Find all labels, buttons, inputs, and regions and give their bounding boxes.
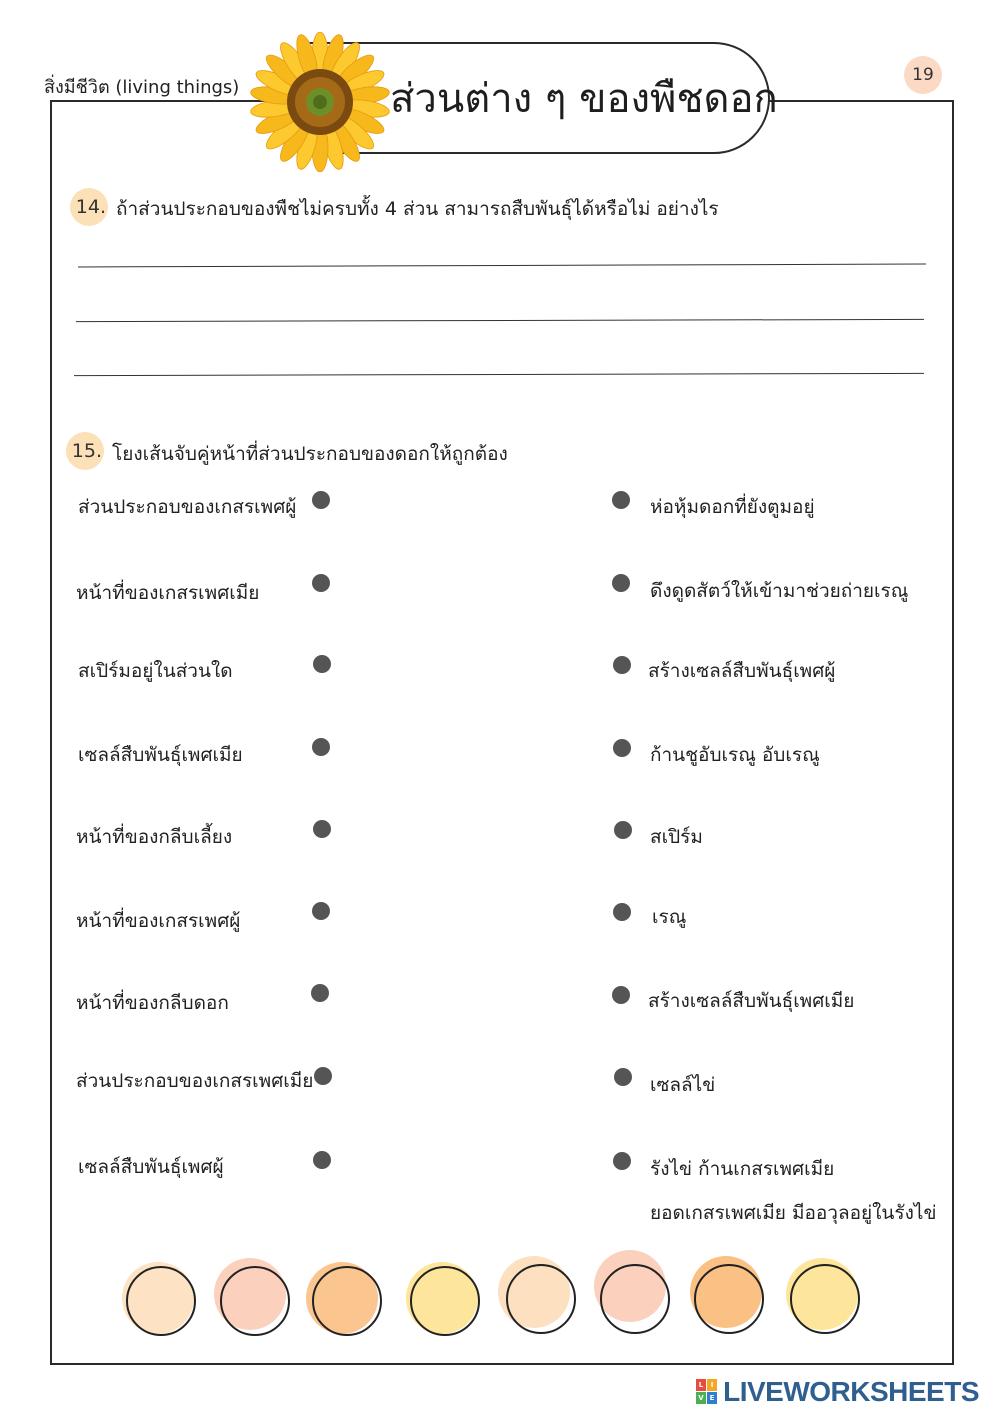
circle-5	[506, 1264, 576, 1334]
right-dot-7[interactable]	[612, 986, 630, 1004]
question-15-number: 15.	[66, 432, 104, 470]
right-item-5: สเปิร์ม	[650, 826, 703, 848]
right-dot-2[interactable]	[612, 574, 630, 592]
circle-4	[410, 1266, 480, 1336]
left-item-7: หน้าที่ของกลีบดอก	[76, 992, 229, 1014]
circle-8	[790, 1264, 860, 1334]
left-dot-9[interactable]	[313, 1151, 331, 1169]
left-dot-5[interactable]	[313, 820, 331, 838]
right-dot-4[interactable]	[613, 739, 631, 757]
left-item-5: หน้าที่ของกลีบเลี้ยง	[76, 826, 233, 848]
right-item-7: สร้างเซลล์สืบพันธุ์เพศเมีย	[648, 990, 855, 1012]
left-dot-3[interactable]	[313, 655, 331, 673]
page-title: ส่วนต่าง ๆ ของพืชดอก	[390, 76, 778, 122]
right-dot-1[interactable]	[612, 491, 630, 509]
left-dot-4[interactable]	[312, 738, 330, 756]
left-dot-7[interactable]	[311, 984, 329, 1002]
left-dot-2[interactable]	[312, 574, 330, 592]
right-item-3: สร้างเซลล์สืบพันธุ์เพศผู้	[648, 660, 836, 682]
right-dot-6[interactable]	[613, 903, 631, 921]
right-dot-9[interactable]	[613, 1152, 631, 1170]
right-item-9-line-2: ยอดเกสรเพศเมีย มีออวุลอยู่ในรังไข่	[650, 1202, 937, 1224]
question-15-text: โยงเส้นจับคู่หน้าที่ส่วนประกอบของดอกให้ถูกต้อง	[112, 443, 508, 465]
circle-3	[312, 1266, 382, 1336]
liveworksheets-brand[interactable]	[696, 1376, 979, 1410]
right-item-6: เรณู	[652, 906, 687, 928]
question-14-text: ถ้าส่วนประกอบของพืชไม่ครบทั้ง 4 ส่วน สามารถสืบพันธุ์ได้หรือไม่ อย่างไร	[116, 198, 719, 220]
left-item-6: หน้าที่ของเกสรเพศผู้	[76, 910, 241, 932]
right-item-9-line-1: รังไข่ ก้านเกสรเพศเมีย	[650, 1158, 835, 1180]
left-item-3: สเปิร์มอยู่ในส่วนใด	[78, 660, 233, 682]
left-item-9: เซลล์สืบพันธุ์เพศผู้	[78, 1156, 224, 1178]
right-item-9	[650, 1154, 936, 1228]
left-dot-6[interactable]	[312, 902, 330, 920]
left-dot-8[interactable]	[314, 1067, 332, 1085]
right-item-2: ดึงดูดสัตว์ให้เข้ามาช่วยถ่ายเรณู	[650, 580, 909, 602]
right-item-8: เซลล์ไข่	[650, 1074, 716, 1096]
right-dot-8[interactable]	[614, 1068, 632, 1086]
left-item-2: หน้าที่ของเกสรเพศเมีย	[76, 582, 260, 604]
left-item-4: เซลล์สืบพันธุ์เพศเมีย	[78, 744, 243, 766]
circle-1	[126, 1266, 196, 1336]
right-item-1: ห่อหุ้มดอกที่ยังตูมอยู่	[650, 496, 815, 518]
circle-6	[600, 1264, 670, 1334]
right-item-4: ก้านชูอับเรณู อับเรณู	[650, 744, 820, 766]
liveworksheets-text: LIVEWORKSHEETS	[723, 1376, 980, 1407]
right-dot-5[interactable]	[614, 821, 632, 839]
subject-label: สิ่งมีชีวิต (living things)	[44, 77, 240, 98]
liveworksheets-logo-icon: L I V E	[696, 1379, 718, 1405]
left-dot-1[interactable]	[312, 491, 330, 509]
left-item-8: ส่วนประกอบของเกสรเพศเมีย	[76, 1070, 314, 1092]
circle-2	[220, 1266, 290, 1336]
sunflower-icon	[250, 32, 390, 172]
right-dot-3[interactable]	[613, 656, 631, 674]
question-14-number: 14.	[70, 188, 108, 226]
page-number: 19	[904, 56, 942, 94]
left-item-1: ส่วนประกอบของเกสรเพศผู้	[78, 496, 297, 518]
circle-7	[694, 1264, 764, 1334]
frame-top-border-right	[760, 100, 954, 102]
